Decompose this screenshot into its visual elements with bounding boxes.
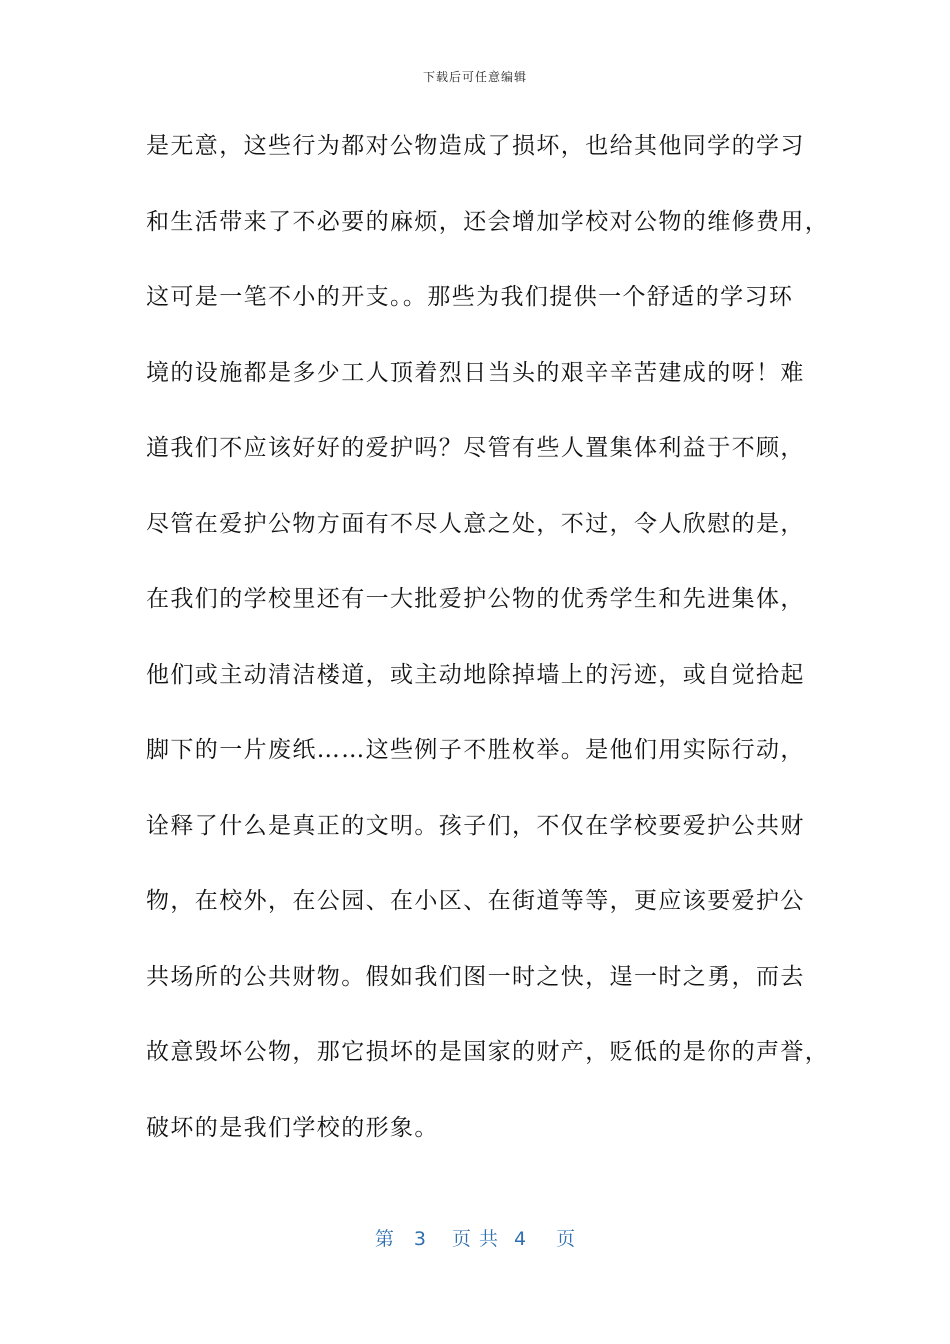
footer-suffix: 页 [556,1228,576,1250]
text-line: 是无意，这些行为都对公物造成了损坏，也给其他同学的学习 [146,133,805,159]
text-line: 物，在校外，在公园、在小区、在街道等等，更应该要爱护公 [146,888,805,914]
footer-prefix: 第 [374,1228,394,1250]
document-body [146,127,830,1184]
text-line: 和生活带来了不必要的麻烦，还会增加学校对公物的维修费用， [146,208,830,235]
text-line: 在我们的学校里还有一大批爱护公物的优秀学生和先进集体， [146,586,805,612]
text-line: 他们或主动清洁楼道，或主动地除掉墙上的污迹，或自觉拾起 [146,661,805,688]
current-page-number: 3 [413,1228,426,1250]
text-line: 故意毁坏公物，那它损坏的是国家的财产，贬低的是你的声誉， [146,1039,830,1065]
text-line: 境的设施都是多少工人顶着烈日当头的艰辛辛苦建成的呀！难 [146,359,805,386]
text-line: 尽管在爱护公物方面有不尽人意之处，不过，令人欣慰的是， [146,510,805,537]
text-line: 道我们不应该好好的爱护吗？尽管有些人置集体利益于不顾， [146,435,805,461]
total-pages-number: 4 [514,1228,527,1250]
page-header-note: 下载后可任意编辑 [422,70,527,84]
text-line: 脚下的一片废纸……这些例子不胜枚举。是他们用实际行动， [146,737,805,763]
page-footer [0,1224,950,1251]
text-line: 共场所的公共财物。假如我们图一时之快，逞一时之勇，而去 [146,963,805,990]
text-line: 破坏的是我们学校的形象。 [146,1114,439,1141]
footer-middle: 页共 [451,1228,506,1250]
text-line: 诠释了什么是真正的文明。孩子们，不仅在学校要爱护公共财 [146,812,805,839]
text-line: 这可是一笔不小的开支。。那些为我们提供一个舒适的学习环 [146,284,794,310]
